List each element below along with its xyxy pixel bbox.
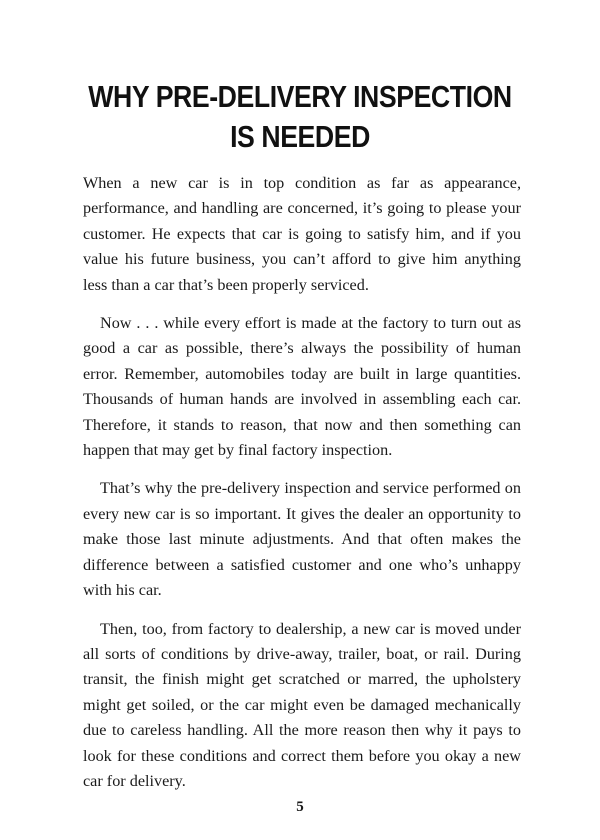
page-number: 5 [296,799,304,815]
paragraph-2: Now . . . while every effort is made at the factory to turn out as good a car as possible, there’s always the possibility of human error. Remember, automobiles today are built in large quantities. Thousands of human hands are involved in assembling each car. Therefore, it stands to reason, that now and then something can happen that may get by final factory inspection. [83,314,521,460]
body-text [83,171,521,807]
page-title-line-1: WHY PRE-DELIVERY INSPECTION [88,79,512,114]
paragraph-1: When a new car is in top condition as far as appearance, performance, and handling are concerned, it’s going to please your customer. He expects that car is going to satisfy him, and if you value his future business, you can’t afford to give him anything less than a car that’s been properly serviced. [83,174,521,294]
paragraph-4: Then, too, from factory to dealership, a new car is moved under all sorts of conditions by drive-away, trailer, boat, or rail. During transit, the finish might get scratched or marred, the upholstery might get soiled, or the car might even be damaged mechanically due to careless handling. All the more reason then why it pays to look for these conditions and correct them before you okay a new car for delivery. [83,619,521,790]
page-title-line-2: IS NEEDED [230,119,370,154]
paragraph-3: That’s why the pre-delivery inspection and service performed on every new car is so important. It gives the dealer an opportunity to make those last minute adjustments. And that often makes the difference between a satisfied customer and one who’s unhappy with his car. [83,479,521,600]
